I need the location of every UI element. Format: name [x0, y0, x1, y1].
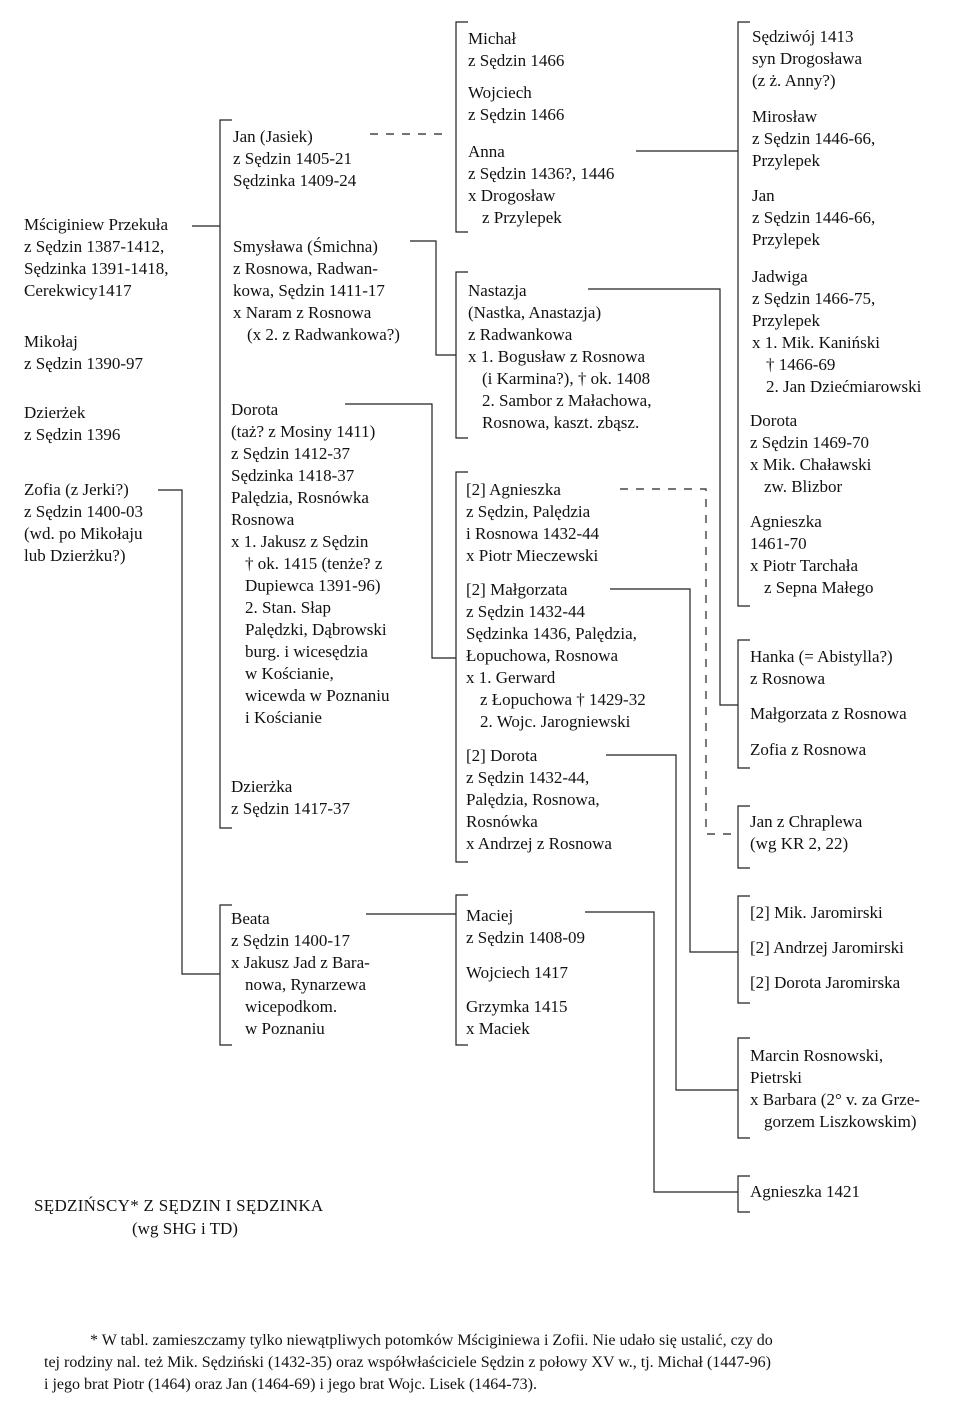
person-line: Mściginiew Przekuła — [24, 215, 168, 234]
person-line: x Piotr Tarchała — [750, 556, 859, 575]
connector-zofia-beata — [158, 490, 220, 974]
person-zofia — [24, 479, 143, 567]
person-line: Łopuchowa, Rosnowa — [466, 646, 619, 665]
person-line: z Radwankowa — [468, 325, 573, 344]
person-line: Michał — [468, 29, 517, 48]
person-dzierzka — [231, 776, 350, 820]
person-line: x 1. Mik. Kaniński — [752, 333, 880, 352]
person-line: z Sędzin 1432-44, — [466, 768, 590, 787]
person-line: zw. Blizbor — [764, 477, 843, 496]
person-line: Dzierżka — [231, 777, 293, 796]
person-line: Przylepek — [752, 230, 820, 249]
person-line: [2] Małgorzata — [466, 580, 568, 599]
person-line: z Rosnowa — [750, 669, 826, 688]
person-line: z Sędzin 1400-03 — [24, 502, 143, 521]
person-line: w Poznaniu — [245, 1019, 325, 1038]
person-line: Palędzki, Dąbrowski — [245, 620, 387, 639]
person-line: Dorota — [231, 400, 279, 419]
bracket-michal-group — [456, 22, 468, 232]
person-line: Maciej — [466, 906, 514, 925]
person-line: z Sędzin 1400-17 — [231, 931, 350, 950]
person-agnieszka-tarchala — [750, 511, 874, 599]
person-dorota-2 — [466, 745, 612, 855]
person-line: Jadwiga — [752, 267, 808, 286]
person-line: lub Dzierżku?) — [24, 546, 126, 565]
person-smyslawa — [233, 236, 400, 346]
person-jan-chraplewa — [750, 811, 862, 855]
bracket-chraplewa — [738, 806, 750, 868]
person-line: † 1466-69 — [766, 355, 836, 374]
person-line: (x 2. z Radwankowa?) — [247, 325, 400, 344]
person-line: Sędzinka 1436, Palędzia, — [466, 624, 637, 643]
person-line: Palędzia, Rosnówka — [231, 488, 369, 507]
person-line: Mikołaj — [24, 332, 78, 351]
person-line: Sędzinka 1409-24 — [233, 171, 357, 190]
person-line: Cerekwicy1417 — [24, 281, 132, 300]
person-line: z Sędzin 1387-1412, — [24, 237, 165, 256]
person-dorota-chalawska — [750, 410, 871, 498]
person-line: (wg KR 2, 22) — [750, 834, 849, 853]
person-line: w Kościanie, — [245, 664, 334, 683]
person-line: Wojciech 1417 — [466, 963, 569, 982]
person-line: Mirosław — [752, 107, 818, 126]
person-line: Wojciech — [468, 83, 532, 102]
person-line: Anna — [468, 142, 505, 161]
person-line: z Łopuchowa † 1429-32 — [480, 690, 646, 709]
connector-smyslawa — [410, 241, 456, 355]
person-line: gorzem Liszkowskim) — [764, 1112, 917, 1131]
person-line: Dupiewca 1391-96) — [245, 576, 381, 595]
person-line: z Przylepek — [482, 208, 562, 227]
person-wojciech — [468, 82, 564, 126]
person-zofia-rosnowa — [750, 739, 866, 761]
person-line: x Naram z Rosnowa — [233, 303, 372, 322]
person-line: (i Karmina?), † ok. 1408 — [482, 369, 651, 388]
person-line: z Sędzin, Palędzia — [466, 502, 591, 521]
person-line: Małgorzata z Rosnowa — [750, 704, 907, 723]
person-line: [2] Andrzej Jaromirski — [750, 938, 904, 957]
diagram-title: SĘDZIŃSCY* Z SĘDZIN I SĘDZINKA — [34, 1196, 324, 1215]
person-line: z Sędzin 1466-75, — [752, 289, 876, 308]
person-jan-jasiek — [233, 126, 356, 192]
person-line: z Sędzin 1390-97 — [24, 354, 143, 373]
person-marcin-rosnowski — [750, 1045, 920, 1133]
person-line: Beata — [231, 909, 270, 928]
bracket-sedziwoj-group — [738, 22, 750, 606]
person-michal — [468, 28, 564, 72]
person-line: z Sędzin 1446-66, — [752, 129, 876, 148]
person-line: z Sędzin 1396 — [24, 425, 121, 444]
person-line: Jan z Chraplewa — [750, 812, 863, 831]
person-beata — [231, 908, 370, 1040]
person-line: Nastazja — [468, 281, 527, 300]
person-line: z Rosnowa, Radwan- — [233, 259, 378, 278]
person-line: x 1. Bogusław z Rosnowa — [468, 347, 646, 366]
person-line: x 1. Gerward — [466, 668, 556, 687]
person-line: Dorota — [750, 411, 798, 430]
connector-maciej — [585, 912, 738, 1192]
footnote-line: * W tabl. zamieszczamy tylko niewątpliwych potomków Mściginiewa i Zofii. Nie udało się ustalić, czy do — [90, 1332, 773, 1349]
person-line: x Jakusz Jad z Bara- — [231, 953, 370, 972]
person-line: [2] Agnieszka — [466, 480, 561, 499]
person-line: † ok. 1415 (tenże? z — [245, 554, 383, 573]
person-msciginiew — [24, 214, 168, 302]
person-line: syn Drogosława — [752, 49, 863, 68]
person-line: Dzierżek — [24, 403, 86, 422]
person-line: z Sędzin 1466 — [468, 105, 565, 124]
person-line: x Mik. Chaławski — [750, 455, 872, 474]
person-line: 2. Wojc. Jarogniewski — [480, 712, 631, 731]
person-andrzej-jaromirski — [750, 937, 904, 959]
person-malgorzata-2 — [466, 579, 646, 733]
footnote-line: i jego brat Piotr (1464) oraz Jan (1464-69) i jego brat Wojc. Lisek (1464-73). — [44, 1376, 537, 1393]
person-line: Sędzinka 1418-37 — [231, 466, 355, 485]
person-line: wicepodkom. — [245, 997, 338, 1016]
bracket-hanka-group — [738, 640, 750, 768]
person-line: Przylepek — [752, 311, 820, 330]
person-line: [2] Dorota Jaromirska — [750, 973, 901, 992]
person-sedziwoj — [752, 26, 862, 92]
person-line: Grzymka 1415 — [466, 997, 568, 1016]
bracket-jaromirski — [738, 896, 750, 1003]
person-line: (Nastka, Anastazja) — [468, 303, 602, 322]
person-line: Zofia z Rosnowa — [750, 740, 867, 759]
person-line: z Sepna Małego — [764, 578, 874, 597]
person-mikolaj — [24, 331, 143, 375]
person-line: Jan — [752, 186, 775, 205]
person-line: Przylepek — [752, 151, 820, 170]
person-line: z Sędzin 1412-37 — [231, 444, 350, 463]
person-line: Marcin Rosnowski, — [750, 1046, 884, 1065]
person-line: 2. Sambor z Małachowa, — [482, 391, 652, 410]
person-line: 2. Jan Dziećmiarowski — [766, 377, 922, 396]
person-line: z Sędzin 1466 — [468, 51, 565, 70]
person-line: [2] Dorota — [466, 746, 538, 765]
person-miroslaw — [752, 106, 875, 172]
person-line: Palędzia, Rosnowa, — [466, 790, 600, 809]
person-line: nowa, Rynarzewa — [245, 975, 367, 994]
person-line: i Rosnowa 1432-44 — [466, 524, 600, 543]
person-line: x Piotr Mieczewski — [466, 546, 599, 565]
person-line: [2] Mik. Jaromirski — [750, 903, 883, 922]
person-jan-przylepek — [752, 185, 875, 251]
person-dorota — [231, 399, 389, 729]
person-line: x Drogosław — [468, 186, 556, 205]
person-line: Rosnowa, kaszt. zbąsz. — [482, 413, 640, 432]
person-line: (taż? z Mosiny 1411) — [231, 422, 376, 441]
person-line: (wd. po Mikołaju — [24, 524, 143, 543]
person-line: wicewda w Poznaniu — [245, 686, 390, 705]
person-line: x Andrzej z Rosnowa — [466, 834, 612, 853]
person-dorota-jaromirska — [750, 972, 900, 994]
person-wojciech-1417 — [466, 962, 568, 984]
person-line: z Sędzin 1405-21 — [233, 149, 352, 168]
person-line: z Sędzin 1469-70 — [750, 433, 869, 452]
person-line: Agnieszka 1421 — [750, 1182, 861, 1201]
person-line: burg. i wicesędzia — [245, 642, 368, 661]
person-line: Sędzinka 1391-1418, — [24, 259, 169, 278]
person-line: z Sędzin 1432-44 — [466, 602, 585, 621]
person-mik-jaromirski — [750, 902, 883, 924]
person-line: kowa, Sędzin 1411-17 — [233, 281, 385, 300]
person-line: i Kościanie — [245, 708, 322, 727]
footnote — [44, 1330, 944, 1396]
bracket-nastazja — [456, 272, 468, 438]
bracket-agnieszka1421 — [738, 1176, 750, 1212]
bracket-marcin — [738, 1038, 750, 1138]
person-line: x Maciek — [466, 1019, 530, 1038]
person-line: Agnieszka — [750, 512, 822, 531]
person-line: Jan (Jasiek) — [233, 127, 313, 146]
person-jadwiga — [752, 266, 921, 398]
person-line: (z ż. Anny?) — [752, 71, 836, 90]
person-maciej — [466, 905, 585, 949]
footnote-line: tej rodziny nal. też Mik. Sędziński (1432-35) oraz współwłaściciele Sędzin z połowy XV w., tj. Michał (1447-96) — [44, 1354, 771, 1371]
person-line: Sędziwój 1413 — [752, 27, 854, 46]
person-line: Hanka (= Abistylla?) — [750, 647, 893, 666]
person-line: x Barbara (2° v. za Grze- — [750, 1090, 920, 1109]
person-line: z Sędzin 1408-09 — [466, 928, 585, 947]
person-anna — [468, 141, 614, 229]
person-line: Smysława (Śmichna) — [233, 237, 378, 256]
person-line: z Sędzin 1417-37 — [231, 799, 350, 818]
person-line: z Sędzin 1436?, 1446 — [468, 164, 615, 183]
person-nastazja — [468, 280, 651, 434]
person-line: z Sędzin 1446-66, — [752, 208, 876, 227]
person-line: Zofia (z Jerki?) — [24, 480, 129, 499]
person-grzymka — [466, 996, 568, 1040]
person-agnieszka-1421 — [750, 1181, 860, 1203]
connector-dorota2 — [606, 755, 738, 1090]
person-dzierzek — [24, 402, 120, 446]
person-malgorzata-rosnowa — [750, 703, 907, 725]
diagram-subtitle: (wg SHG i TD) — [132, 1219, 238, 1238]
person-hanka — [750, 646, 893, 690]
person-line: x 1. Jakusz z Sędzin — [231, 532, 369, 551]
person-line: Rosnowa — [231, 510, 295, 529]
person-line: Rosnówka — [466, 812, 538, 831]
person-line: Pietrski — [750, 1068, 802, 1087]
person-agnieszka-2 — [466, 479, 599, 567]
person-line: 1461-70 — [750, 534, 807, 553]
person-line: 2. Stan. Słap — [245, 598, 331, 617]
